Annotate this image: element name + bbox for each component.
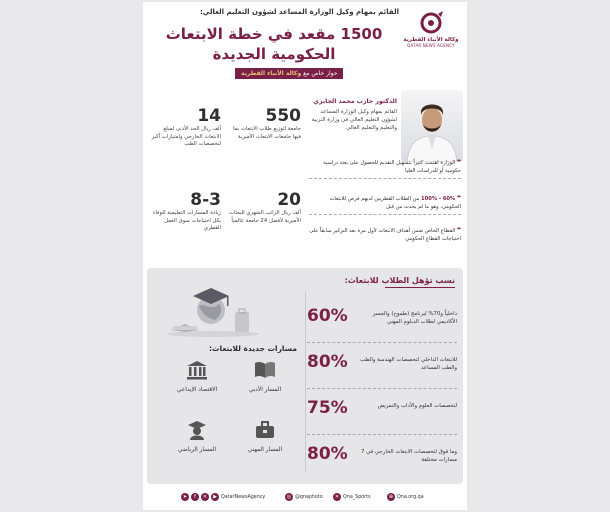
stat-monthly-salary bbox=[229, 190, 301, 225]
panel-divider bbox=[305, 292, 306, 472]
kicker: القائم بمهام وكيل الوزارة المساعد لشؤون التعليم العالي: bbox=[199, 8, 399, 16]
graduate-icon bbox=[186, 420, 208, 440]
interview-tag bbox=[235, 68, 343, 79]
interviewee-role: القائم بمهام وكيل الوزارة المساعد لشؤون التعليم العالي في وزارة التربية والتعليم والتعليم العالي bbox=[311, 109, 397, 131]
book-icon bbox=[254, 360, 276, 380]
footer-photo[interactable] bbox=[285, 493, 323, 501]
eligibility-row bbox=[307, 442, 457, 476]
stat-paths bbox=[149, 190, 221, 233]
quote-2 bbox=[309, 194, 461, 215]
footer-social-qna[interactable] bbox=[181, 493, 265, 501]
path-vocational bbox=[237, 420, 293, 454]
row-divider bbox=[307, 434, 457, 435]
youtube-icon[interactable]: ▶ bbox=[211, 493, 219, 501]
quote-text: الوزارة اهتمت كثيراً بتسهيل التقديم للحصول على بعثة دراسية حكومية أو للدراسات العليا bbox=[323, 160, 461, 174]
paths-title: مسارات جديدة للابتعاث: bbox=[208, 344, 297, 353]
eligibility-row bbox=[307, 350, 457, 384]
site-url: Qna.org.qa bbox=[397, 494, 424, 500]
logo-english: QATAR NEWS AGENCY bbox=[407, 43, 455, 48]
quote-mark-icon: ❝ bbox=[456, 194, 461, 202]
qna-handle: QatarNewsAgency bbox=[221, 494, 266, 500]
path-label: الاقتصاد الإبداعي bbox=[176, 387, 218, 393]
quote-text: القطاع الخاص ضمن أهداف الابتعاث لأول مرة بعد التركيز سابقاً على احتياجات القطاع الحكومي bbox=[309, 228, 461, 242]
stat-number: 20 bbox=[277, 190, 301, 210]
path-creative-economy bbox=[169, 360, 225, 394]
qna-logo bbox=[403, 10, 459, 48]
path-label: المسار الأدبي bbox=[248, 387, 282, 393]
qna-logo-icon bbox=[416, 10, 446, 36]
stat-description: ألف ريال الحد الأدنى لمبلغ الابتعاث الخارجي وامتيازات أكبر لتخصصات الطب bbox=[151, 126, 221, 147]
path-label: المسار الرياضي bbox=[177, 447, 217, 453]
headline bbox=[149, 24, 399, 64]
stat-universities bbox=[229, 106, 301, 141]
eligibility-percent: 75% bbox=[307, 398, 348, 418]
footer-site[interactable] bbox=[387, 493, 424, 501]
quote-text: من الطلاب القطريين لديهم فرص للابتعاث الحكومي، وهو ما لم يحدث من قبل bbox=[329, 196, 461, 210]
quote-mark-icon: ❝ bbox=[456, 226, 461, 234]
path-sports bbox=[169, 420, 225, 454]
tag-agency: وكالة الأنباء القطرية bbox=[241, 70, 302, 77]
quote-3 bbox=[309, 226, 461, 246]
logo-arabic: وكالة الأنباء القطرية bbox=[403, 37, 459, 43]
quote-mark-icon: ❝ bbox=[456, 158, 461, 166]
interviewee-name: الدكتور حارب محمد الجابري bbox=[313, 98, 397, 105]
tag-text: حوار خاص مع bbox=[301, 70, 338, 77]
row-divider bbox=[307, 342, 457, 343]
footer bbox=[143, 484, 467, 510]
photo-handle: @qnaphoto bbox=[295, 494, 323, 500]
quote-highlight: 60% - 100% bbox=[421, 196, 456, 202]
eligibility-text: للابتعاث الداخلي لتخصصات الهندسة والطب والطب المساعد bbox=[360, 357, 457, 371]
eligibility-row bbox=[307, 304, 457, 338]
facebook-icon[interactable]: f bbox=[191, 493, 199, 501]
stat-description: ألف ريال الراتب الشهري للبعثات الأميرية لأفضل 24 جامعة عالمياً bbox=[229, 210, 301, 224]
stat-description: جامعة لتوزيع طلاب الابتعاث بما فيها جامعات الابتعاث الأميرية bbox=[233, 126, 301, 140]
eligibility-text: داخلياً و70% لبرنامج (طموح) والجسر الأكاديمي لطلاب الدبلوم المهني bbox=[372, 311, 457, 325]
stat-number: 8-3 bbox=[190, 190, 221, 210]
row-divider bbox=[307, 388, 457, 389]
quote-1 bbox=[309, 158, 461, 179]
eligibility-text: وما فوق لتخصصات الابتعاث الخارجي في 7 مسارات مختلفة bbox=[361, 449, 457, 463]
toolbox-icon bbox=[254, 420, 276, 440]
headline-line-2: الحكومية الجديدة bbox=[212, 45, 336, 63]
x-icon[interactable]: ✕ bbox=[334, 494, 340, 500]
eligibility-text: لتخصصات العلوم والآداب والتمريض bbox=[377, 403, 457, 409]
telegram-icon[interactable]: ➤ bbox=[182, 494, 188, 500]
x-icon[interactable]: ✕ bbox=[202, 494, 208, 500]
graduation-globe-icon bbox=[163, 282, 263, 338]
instagram-icon[interactable]: ◎ bbox=[286, 494, 292, 500]
eligibility-title: نسب تؤهل الطلاب للابتعاث: bbox=[344, 276, 455, 285]
person-icon bbox=[401, 90, 463, 162]
bank-icon bbox=[186, 360, 208, 380]
stat-min-amount bbox=[149, 106, 221, 149]
eligibility-percent: 80% bbox=[307, 352, 348, 372]
stat-description: زيادة المسارات التعليمية للوفاء بكل احتياجات سوق العمل القطري bbox=[152, 210, 221, 231]
eligibility-percent: 60% bbox=[307, 306, 348, 326]
path-literary bbox=[237, 360, 293, 394]
stat-number: 550 bbox=[265, 106, 301, 126]
stat-number: 14 bbox=[197, 106, 221, 126]
eligibility-percent: 80% bbox=[307, 444, 348, 464]
interviewee-photo bbox=[401, 90, 463, 162]
infographic-card bbox=[143, 2, 467, 510]
path-label: المسار المهني bbox=[247, 447, 283, 453]
sports-handle: Qna_Sports bbox=[343, 494, 371, 500]
globe-icon[interactable]: ⊕ bbox=[388, 494, 394, 500]
footer-sports[interactable] bbox=[333, 493, 371, 501]
headline-line-1: 1500 مقعد في خطة الابتعاث bbox=[165, 25, 383, 43]
eligibility-row bbox=[307, 396, 457, 430]
